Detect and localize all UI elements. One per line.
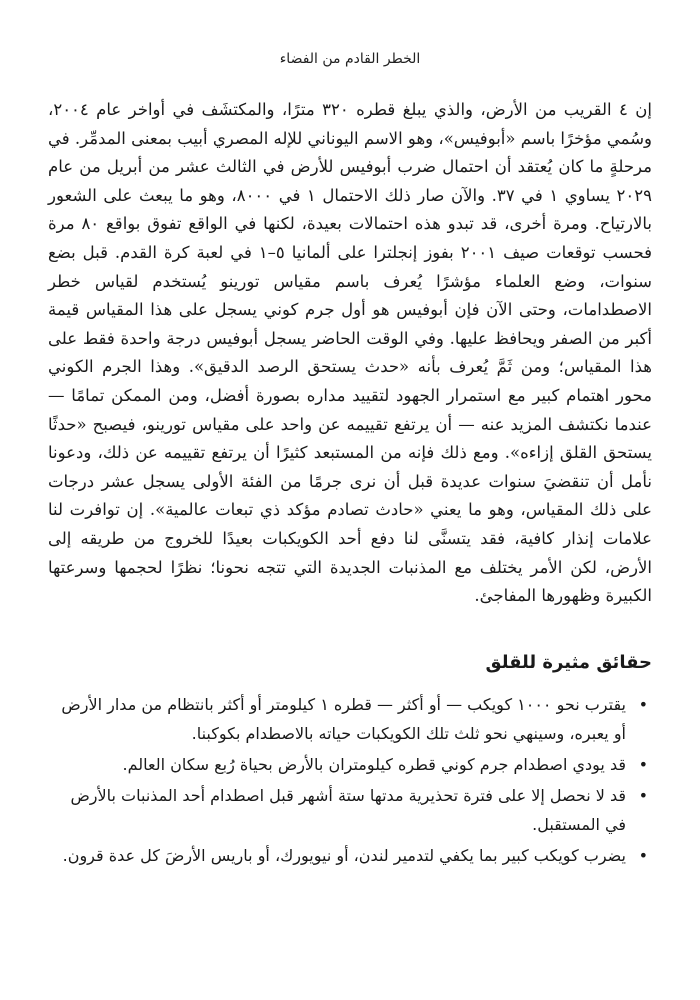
list-item-text: قد يودي اصطدام جرم كوني قطره كيلومتران بالأرض بحياة رُبع سكان العالم. [122,755,626,774]
bullet-icon: • [638,786,648,805]
list-item-text: يقترب نحو ١٠٠٠ كويكب — أو أكثر — قطره ١ كيلومتر أو أكثر بانتظام من مدار الأرض أو يعبره، وسينهي نحو ثلث تلك الكويكبات حياته بالاصطدام بكوكبنا. [61,695,626,743]
list-item-text: قد لا نحصل إلا على فترة تحذيرية مدتها ستة أشهر قبل اصطدام أحد المذنبات بالأرض في المستقبل. [70,786,626,834]
list-item [48,750,652,779]
list-item [48,781,652,839]
running-header: الخطر القادم من الفضاء [279,51,421,67]
list-item [48,690,652,748]
bullet-icon: • [638,846,648,865]
list-item-text: يضرب كويكب كبير بما يكفي لتدمير لندن، أو نيويورك، أو باريس الأرضَ كل عدة قرون. [62,846,626,865]
bullet-icon: • [638,755,648,774]
list-item [48,841,652,870]
facts-list [48,690,652,872]
body-paragraph: إن ٤ القريب من الأرض، والذي يبلغ قطره ٣٢٠ مترًا، والمكتشَف في أواخر عام ٢٠٠٤، وسُمي مؤخرًا باسم «أبوفيس»، وهو الاسم اليوناني للإله المصري أبيب بمعنى المدمِّر. في مرحلةٍ ما كان يُعتقد أن احتمال ضرب أبوفيس للأرض في الثالث عشر من أبريل من عام ٢٠٢٩ يساوي ١ في ٣٧. والآن صار ذلك الاحتمال ١ في ٨٠٠٠، وهو ما يبعث على الشعور بالارتياح. ومرة أخرى، قد تبدو هذه احتمالات بعيدة، لكنها في الواقع تفوق بواقع ٨٠ مرة فحسب توقعات صيف ٢٠٠١ بفوز إنجلترا على ألمانيا ٥–١ في لعبة كرة القدم. قبل بضع سنوات، وضع العلماء مؤشرًا يُعرف باسم مقياس تورينو يُستخدم لقياس خطر الاصطدامات، وحتى الآن فإن أبوفيس هو أول جرم كوني يسجل على هذا المقياس قيمة أكبر من الصفر ويحافظ عليها. وفي الوقت الحاضر يسجل أبوفيس درجة واحدة فقط على هذا المقياس؛ ومن ثَمَّ يُعرف بأنه «حدث يستحق الرصد الدقيق». وهذا الجرم الكوني محور اهتمام كبير مع استمرار الجهود لتقييد مداره بصورة أفضل، ومن الممكن تمامًا — عندما نكتشف المزيد عنه — أن يرتفع تقييمه عن واحد على مقياس تورينو، فيصبح «حدثًا يستحق القلق إزاءه». ومع ذلك فإنه من المستبعد كثيرًا أن يرتفع تقييمه عن ذلك، ودعونا نأمل أن تنقضيَ سنوات عديدة قبل أن نرى جرمًا من الفئة الأولى يسجل عشر درجات على ذلك المقياس، وهو ما يعني «حادث تصادم مؤكد ذي تبعات عالمية». إن توافرت لنا علامات إنذار كافية، فقد يتسنَّى لنا دفع أحد الكويكبات بعيدًا للخروج من طريقه إلى الأرض، لكن الأمر يختلف مع المذنبات الجديدة التي تتجه نحونا؛ نظرًا لحجمها وسرعتها الكبيرة وظهورها المفاجئ. [48,100,653,606]
bullet-icon: • [638,695,648,714]
section-heading: حقائق مثيرة للقلق [485,652,652,673]
